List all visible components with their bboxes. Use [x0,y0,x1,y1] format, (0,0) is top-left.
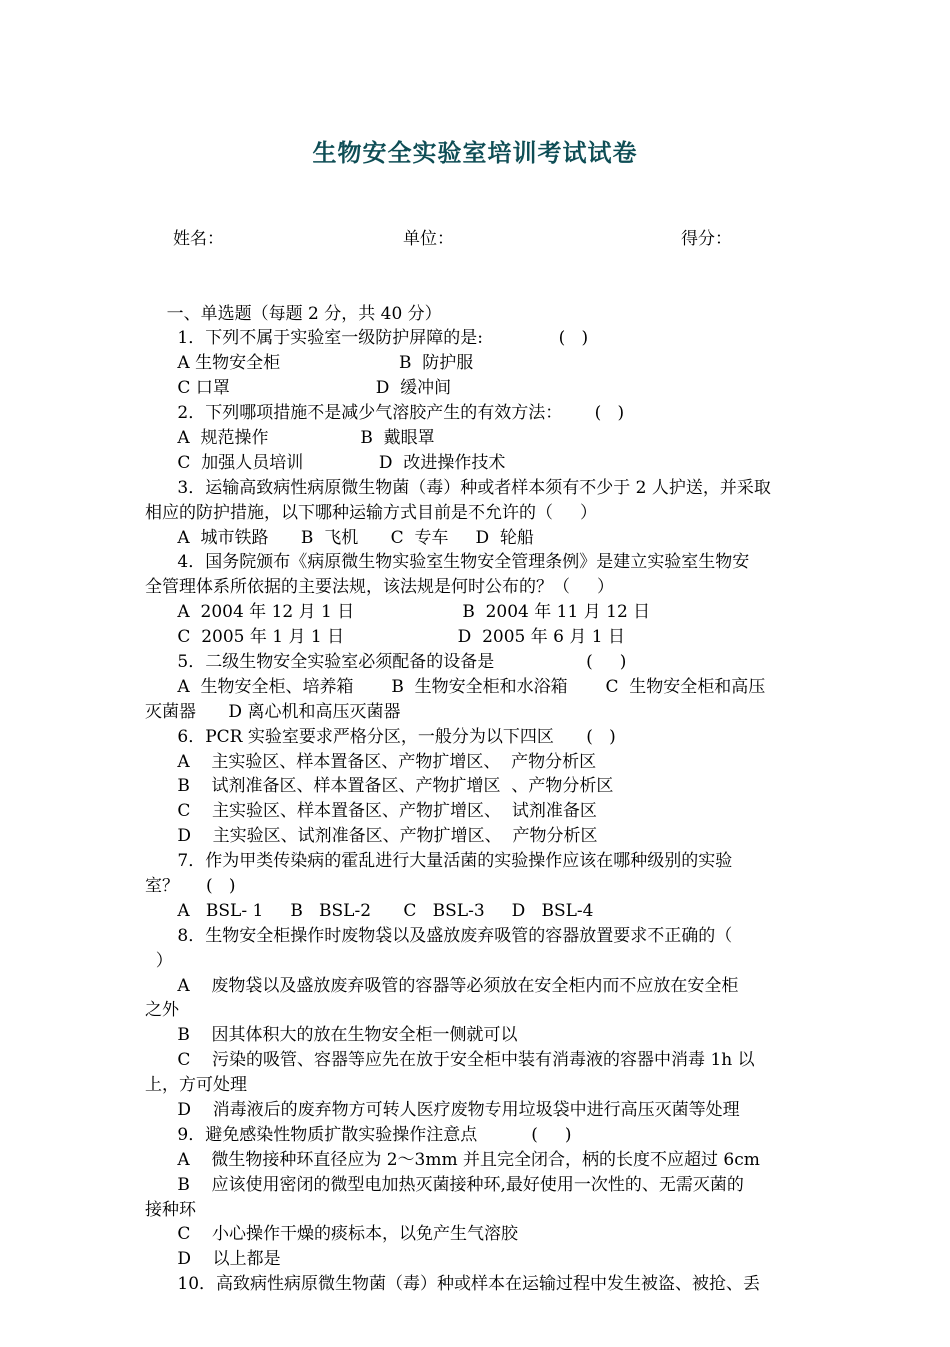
text-line: 3．运输高致病性病原微生物菌（毒）种或者样本须有不少于 2 人护送，并采取 [145,477,771,498]
text-line: 9．避免感染性物质扩散实验操作注意点 ( ) [145,1124,572,1145]
score-field-label: 得分： [681,228,732,249]
text-line: ） [145,950,173,971]
text-line: D 主实验区、试剂准备区、产物扩增区、 产物分析区 [145,826,598,847]
text-line: C 2005 年 1 月 1 日 D 2005 年 6 月 1 日 [145,627,625,648]
text-line: C 口罩 D 缓冲间 [145,378,452,399]
page-title: 生物安全实验室培训考试试卷 [312,139,638,167]
text-line: A 微生物接种环直径应为 2～3mm 并且完全闭合，柄的长度不应超过 6cm [145,1149,760,1170]
text-line: 一、单选题（每题 2 分，共 40 分） [145,303,442,324]
text-line: B 试剂准备区、样本置备区、产物扩增区 、产物分析区 [145,776,614,797]
text-line: C 小心操作干燥的痰标本，以免产生气溶胶 [145,1224,519,1245]
unit-field-label: 单位： [403,228,454,249]
text-line: A 规范操作 B 戴眼罩 [145,427,435,448]
text-line: B 应该使用密闭的微型电加热灭菌接种环,最好使用一次性的、无需灭菌的 [145,1174,744,1195]
text-line: 室？ ( ) [145,876,236,896]
text-line: 7．作为甲类传染病的霍乱进行大量活菌的实验操作应该在哪种级别的实验 [145,851,733,872]
name-field-label: 姓名： [173,228,224,249]
exam-body [145,177,825,1347]
text-line: A 主实验区、样本置备区、产物扩增区、 产物分析区 [145,751,597,772]
text-line: D 以上都是 [145,1249,281,1270]
text-line: A BSL- 1 B BSL-2 C BSL-3 D BSL-4 [145,900,594,921]
text-line: A 生物安全柜、培养箱 B 生物安全柜和水浴箱 C 生物安全柜和高压 [145,676,766,697]
text-line: 全管理体系所依据的主要法规，该法规是何时公布的？（ ） [145,577,615,598]
header-fields [145,227,825,252]
text-line: D 消毒液后的废弃物方可转人医疗废物专用垃圾袋中进行高压灭菌等处理 [145,1100,740,1121]
text-line: A 2004 年 12 月 1 日 B 2004 年 11 月 12 日 [145,602,651,623]
text-line: 接种环 [145,1199,196,1220]
text-line: A 废物袋以及盛放废弃吸管的容器等必须放在安全柜内而不应放在安全柜 [145,975,739,996]
text-line: A 城市铁路 B 飞机 C 专车 D 轮船 [145,527,534,548]
text-line: 灭菌器 D 离心机和高压灭菌器 [145,701,401,722]
text-line: C 主实验区、样本置备区、产物扩增区、 试剂准备区 [145,801,597,822]
text-line: B 因其体积大的放在生物安全柜一侧就可以 [145,1025,518,1046]
text-line: 10．高致病性病原微生物菌（毒）种或样本在运输过程中发生被盗、被抢、丢 [145,1274,761,1295]
text-line: C 加强人员培训 D 改进操作技术 [145,452,506,473]
text-line: 之外 [145,1000,179,1021]
text-line: 8．生物安全柜操作时废物袋以及盛放废弃吸管的容器放置要求不正确的（ [145,925,733,946]
question-list [145,302,825,1298]
text-line: A 生物安全柜 B 防护服 [145,353,474,374]
text-line: 2．下列哪项措施不是减少气溶胶产生的有效方法： ( ) [145,403,625,424]
text-line: 1．下列不属于实验室一级防护屏障的是: ( ) [145,328,589,349]
text-line: 4．国务院颁布《病原微生物实验室生物安全管理条例》是建立实验室生物安 [145,552,750,573]
text-line: 5．二级生物安全实验室必须配备的设备是 ( ) [145,651,627,672]
text-line: 相应的防护措施，以下哪种运输方式目前是不允许的（ ） [145,502,598,523]
text-line: 6．PCR 实验室要求严格分区，一般分为以下四区 ( ) [145,726,616,747]
text-line: 上，方可处理 [145,1075,247,1096]
text-line: C 污染的吸管、容器等应先在放于安全柜中装有消毒液的容器中消毒 1h 以 [145,1050,755,1071]
